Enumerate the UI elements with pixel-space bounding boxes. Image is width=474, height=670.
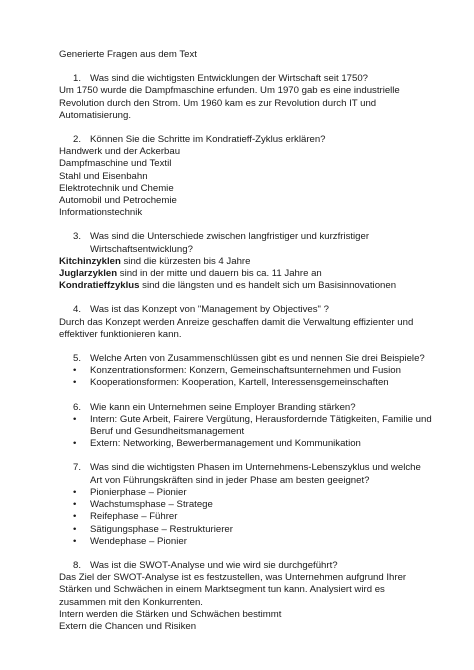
bullet-icon: • xyxy=(73,365,77,377)
term-kitchinzyklen: Kitchinzyklen xyxy=(59,255,121,267)
list-item-text: Konzentrationsformen: Konzern, Gemeinschaftsunternehmen und Fusion xyxy=(90,365,401,377)
question-text: Was ist die SWOT-Analyse und wie wird sie durchgeführt? xyxy=(90,559,338,571)
bullet-icon: • xyxy=(73,535,77,547)
bullet-list xyxy=(59,487,434,548)
question-text: Was ist das Konzept von "Management by Objectives" ? xyxy=(90,304,329,316)
list-item xyxy=(73,536,434,548)
list-item-text: Wendephase – Pionier xyxy=(90,535,187,547)
term-juglarzyklen: Juglarzyklen xyxy=(59,268,118,280)
question-text: Welche Arten von Zusammenschlüssen gibt es und nennen Sie drei Beispiele? xyxy=(90,353,425,365)
list-item-text: Pionierphase – Pionier xyxy=(90,486,187,498)
bullet-icon: • xyxy=(73,511,77,523)
answer-line: Intern werden die Stärken und Schwächen bestimmt xyxy=(59,608,282,620)
list-item xyxy=(73,377,434,389)
bullet-list xyxy=(59,365,434,389)
question-block-7 xyxy=(59,462,434,547)
answer-4: Durch das Konzept werden Anreize geschaffen damit die Verwaltung effizienter und effektiver funktionieren kann. xyxy=(59,316,414,340)
list-item-text: Extern: Networking, Bewerbermanagement und Kommunikation xyxy=(90,438,361,450)
question-7 xyxy=(59,462,434,486)
question-4 xyxy=(59,304,434,316)
question-8 xyxy=(59,560,434,572)
term-kondratieffzyklus: Kondratieffzyklus xyxy=(59,280,140,292)
question-number: 6. xyxy=(73,401,82,413)
term-description: sind in der mitte und dauern bis ca. 11 Jahre an xyxy=(117,268,322,280)
answer-line: Automobil und Petrochemie xyxy=(59,195,177,207)
question-2 xyxy=(59,134,434,146)
question-block-1 xyxy=(59,73,434,122)
document-title: Generierte Fragen aus dem Text xyxy=(59,49,197,60)
bullet-icon: • xyxy=(73,486,77,498)
question-1 xyxy=(59,73,434,85)
question-text: Was sind die Unterschiede zwischen langfristiger und kurzfristiger Wirtschaftsentwicklung? xyxy=(90,231,370,255)
answer-line xyxy=(59,280,434,292)
list-item xyxy=(73,487,434,499)
bullet-icon: • xyxy=(73,438,77,450)
list-item-text: Sätigungsphase – Restrukturierer xyxy=(90,523,233,535)
question-block-3 xyxy=(59,231,434,292)
question-block-8 xyxy=(59,560,434,633)
term-description: sind die kürzesten bis 4 Jahre xyxy=(120,255,251,267)
answer-line: Extern die Chancen und Risiken xyxy=(59,620,197,632)
question-text: Wie kann ein Unternehmen seine Employer Branding stärken? xyxy=(90,401,356,413)
question-number: 4. xyxy=(73,304,82,316)
answer-line: Handwerk und der Ackerbau xyxy=(59,146,181,158)
bullet-icon: • xyxy=(73,523,77,535)
list-item xyxy=(73,438,434,450)
list-item xyxy=(73,524,434,536)
list-item-text: Wachstumsphase – Stratege xyxy=(90,499,213,511)
question-3 xyxy=(59,231,434,255)
question-number: 5. xyxy=(73,353,82,365)
answer-line: Informationstechnik xyxy=(59,207,143,219)
question-block-4 xyxy=(59,304,434,341)
question-number: 8. xyxy=(73,559,82,571)
question-block-2 xyxy=(59,134,434,219)
bullet-list xyxy=(59,414,434,451)
answer-line: Elektrotechnik und Chemie xyxy=(59,182,174,194)
bullet-icon: • xyxy=(73,499,77,511)
list-item-text: Intern: Gute Arbeit, Fairere Vergütung, Herausfordernde Tätigkeiten, Familie und Beruf und Gesundheitsmanagement xyxy=(90,413,432,438)
list-item xyxy=(73,414,434,438)
question-text: Was sind die wichtigsten Phasen im Unternehmens-Lebenszyklus und welche Art von Führungskräften sind in jeder Phase am besten geeignet? xyxy=(90,462,421,486)
answer-1: Um 1750 wurde die Dampfmaschine erfunden. Um 1970 gab es eine industrielle Revolution durch den Strom. Um 1960 kam es zur Revolution durch IT und Automatisierung. xyxy=(59,85,400,121)
question-block-5 xyxy=(59,353,434,390)
bullet-icon: • xyxy=(73,413,77,425)
question-number: 2. xyxy=(73,134,82,146)
question-number: 7. xyxy=(73,462,82,474)
answer-line: Dampfmaschine und Textil xyxy=(59,158,172,170)
list-item-text: Kooperationsformen: Kooperation, Kartell, Interessensgemeinschaften xyxy=(90,377,389,389)
list-item xyxy=(73,365,434,377)
answer-line xyxy=(59,268,434,280)
question-block-6 xyxy=(59,402,434,451)
term-description: sind die längsten und es handelt sich um Basisinnovationen xyxy=(139,280,397,292)
list-item xyxy=(73,511,434,523)
question-number: 1. xyxy=(73,73,82,85)
bullet-icon: • xyxy=(73,377,77,389)
answer-8: Das Ziel der SWOT-Analyse ist es festzustellen, was Unternehmen aufgrund Ihrer Stärken und Schwächen in einem Marktsegment tun kann. Analysiert wird es zusammen mit den Konkurrenten. xyxy=(59,572,407,608)
list-item xyxy=(73,499,434,511)
question-5 xyxy=(59,353,434,365)
answer-line xyxy=(59,256,434,268)
question-number: 3. xyxy=(73,231,82,243)
question-text: Können Sie die Schritte im Kondratieff-Zyklus erklären? xyxy=(90,134,326,146)
list-item-text: Reifephase – Führer xyxy=(90,511,178,523)
question-text: Was sind die wichtigsten Entwicklungen der Wirtschaft seit 1750? xyxy=(90,73,368,85)
answer-line: Stahl und Eisenbahn xyxy=(59,170,148,182)
question-6 xyxy=(59,402,434,414)
